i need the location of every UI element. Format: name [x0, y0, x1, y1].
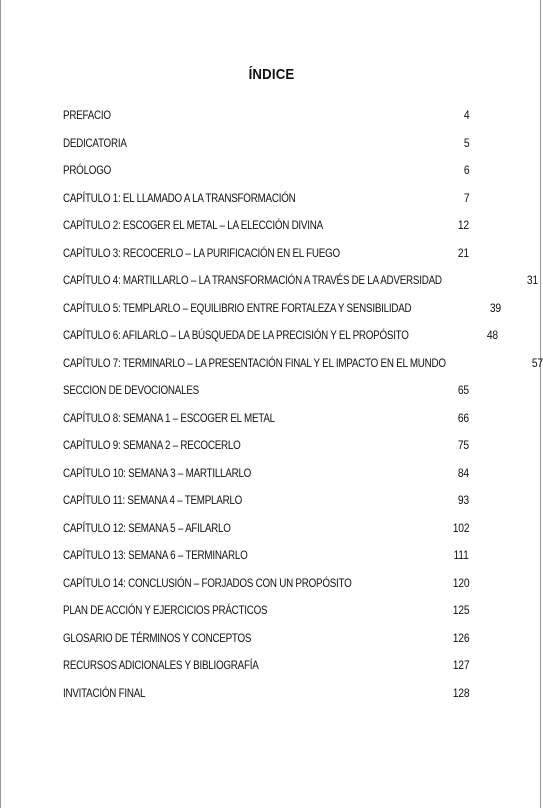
toc-entry-label: CAPÍTULO 11: SEMANA 4 – TEMPLARLO — [63, 493, 243, 507]
toc-entry[interactable] — [63, 107, 469, 135]
toc-entry-page: 12 — [457, 218, 469, 232]
toc-entry[interactable] — [63, 327, 498, 355]
toc-entry-page: 125 — [452, 603, 469, 617]
toc-entry-label: CAPÍTULO 2: ESCOGER EL METAL – LA ELECCIÓN DIVINA — [63, 218, 323, 232]
toc-entry[interactable] — [63, 135, 469, 163]
toc-entry-page: 5 — [463, 135, 469, 150]
toc-entry-label: PRÓLOGO — [63, 163, 112, 177]
toc-entry-label: PLAN DE ACCIÓN Y EJERCICIOS PRÁCTICOS — [63, 603, 268, 617]
toc-entry-page: 4 — [463, 108, 469, 122]
toc-entry[interactable] — [63, 547, 469, 575]
toc-entry[interactable] — [63, 492, 469, 520]
toc-entry-label: GLOSARIO DE TÉRMINOS Y CONCEPTOS — [63, 630, 252, 645]
toc-entry[interactable] — [63, 300, 501, 328]
toc-entry-page: 31 — [526, 273, 538, 287]
toc-entry[interactable] — [63, 520, 469, 548]
toc-entry-page: 93 — [457, 493, 469, 507]
toc-entry[interactable] — [63, 217, 469, 245]
toc-entry[interactable] — [63, 382, 469, 410]
toc-entry[interactable] — [63, 190, 469, 218]
toc-entry-page: 21 — [457, 245, 469, 260]
toc-entry-page: 128 — [452, 685, 469, 700]
toc-entry-label: CAPÍTULO 1: EL LLAMADO A LA TRANSFORMACIÓN — [63, 190, 296, 205]
toc-entry-label: CAPÍTULO 5: TEMPLARLO – EQUILIBRIO ENTRE FORTALEZA Y SENSIBILIDAD — [63, 300, 412, 315]
toc-entry-page: 120 — [452, 575, 469, 590]
toc-entry-label: SECCION DE DEVOCIONALES — [63, 383, 199, 397]
toc-entry-page: 65 — [457, 383, 469, 397]
toc-entry-label: PREFACIO — [63, 108, 111, 122]
toc-entry-page: 39 — [489, 300, 501, 315]
toc-entry-label: CAPÍTULO 13: SEMANA 6 – TERMINARLO — [63, 548, 248, 562]
toc-entry-label: CAPÍTULO 9: SEMANA 2 – RECOCERLO — [63, 438, 241, 452]
toc-entry-page: 127 — [452, 658, 469, 672]
toc-entry-label: RECURSOS ADICIONALES Y BIBLIOGRAFÍA — [63, 658, 259, 672]
toc-entry-page: 111 — [453, 548, 469, 562]
toc-entry-label: CAPÍTULO 8: SEMANA 1 – ESCOGER EL METAL — [63, 410, 275, 425]
toc-entry-page: 57 — [531, 355, 543, 370]
toc-entry[interactable] — [63, 657, 469, 685]
toc-entry-page: 48 — [486, 328, 498, 342]
toc-entry-page: 84 — [457, 465, 469, 480]
toc-entry-page: 6 — [463, 163, 469, 177]
toc-entry-label: CAPÍTULO 7: TERMINARLO – LA PRESENTACIÓN FINAL Y EL IMPACTO EN EL MUNDO — [63, 355, 446, 370]
toc-entry[interactable] — [63, 410, 469, 438]
toc-entry[interactable] — [63, 355, 543, 383]
page-title: ÍNDICE — [248, 66, 295, 83]
toc-entry-page: 7 — [463, 190, 469, 205]
toc-entry-label: CAPÍTULO 3: RECOCERLO – LA PURIFICACIÓN EN EL FUEGO — [63, 245, 340, 260]
toc-entry[interactable] — [63, 575, 469, 603]
toc-entry[interactable] — [63, 272, 538, 300]
toc-entry-label: INVITACIÓN FINAL — [63, 685, 146, 700]
toc-entry[interactable] — [63, 245, 469, 273]
toc-entry-label: CAPÍTULO 4: MARTILLARLO – LA TRANSFORMACIÓN A TRAVÉS DE LA ADVERSIDAD — [63, 273, 442, 287]
toc-entry[interactable] — [63, 685, 469, 713]
toc-entry[interactable] — [63, 437, 469, 465]
toc-entry[interactable] — [63, 630, 469, 658]
toc-entry-label: CAPÍTULO 14: CONCLUSIÓN – FORJADOS CON UN PROPÓSITO — [63, 575, 352, 590]
toc-entry-label: CAPÍTULO 10: SEMANA 3 – MARTILLARLO — [63, 465, 252, 480]
table-of-contents — [63, 107, 543, 712]
toc-entry[interactable] — [63, 465, 469, 493]
toc-entry[interactable] — [63, 162, 469, 190]
toc-entry[interactable] — [63, 602, 469, 630]
toc-entry-label: CAPÍTULO 6: AFILARLO – LA BÚSQUEDA DE LA PRECISIÓN Y EL PROPÓSITO — [63, 328, 409, 342]
toc-entry-label: DEDICATORIA — [63, 135, 127, 150]
toc-entry-page: 126 — [452, 630, 469, 645]
toc-entry-page: 75 — [457, 438, 469, 452]
toc-entry-label: CAPÍTULO 12: SEMANA 5 – AFILARLO — [63, 520, 231, 535]
toc-entry-page: 102 — [452, 520, 469, 535]
toc-entry-page: 66 — [457, 410, 469, 425]
